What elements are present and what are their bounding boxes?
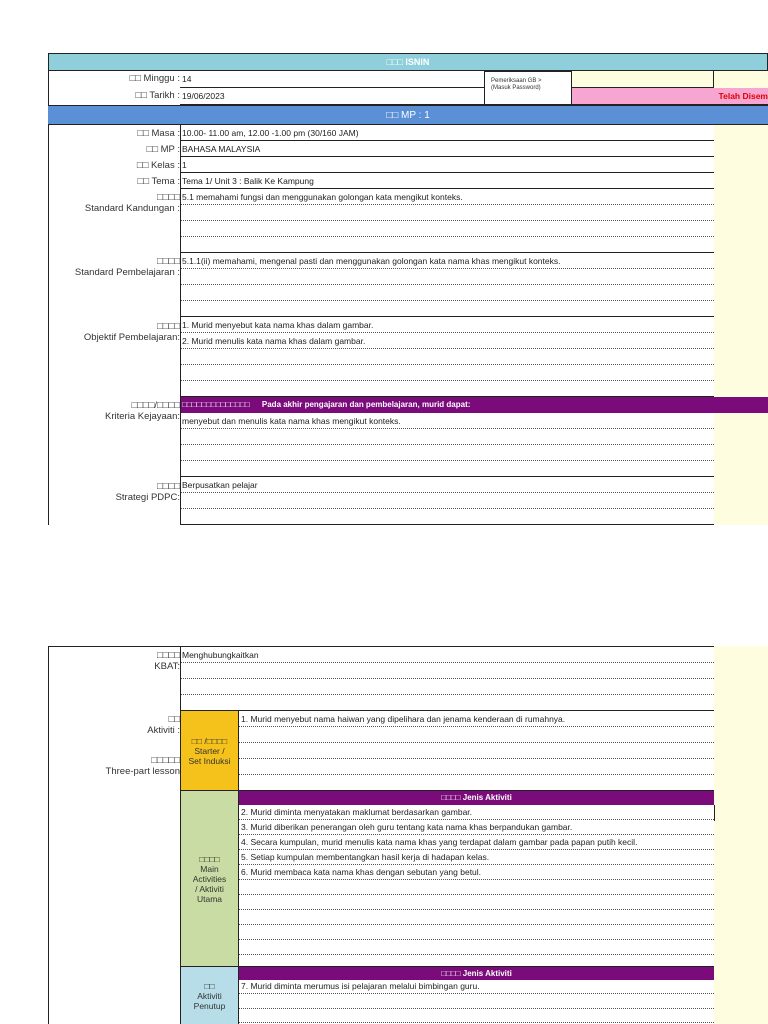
- jenis-aktiviti-text-2: □□□□ Jenis Aktiviti: [441, 969, 512, 978]
- kk-banner-text: Pada akhir pengajaran dan pembelajaran, murid dapat:: [261, 400, 471, 409]
- tarikh-value[interactable]: 19/06/2023: [180, 88, 484, 105]
- starter-line[interactable]: [239, 759, 714, 775]
- main-line[interactable]: [239, 940, 714, 955]
- masa-label: □□ Masa :: [137, 128, 180, 139]
- kbat-line[interactable]: [180, 679, 714, 695]
- op-line-2[interactable]: 2. Murid menulis kata nama khas dalam gambar.: [180, 333, 714, 349]
- sp-label-cn: □□□□: [157, 256, 180, 267]
- op-label-cn: □□□□: [157, 321, 180, 332]
- sp-line[interactable]: [180, 269, 714, 285]
- kk-line[interactable]: [180, 429, 714, 445]
- main-line[interactable]: [239, 925, 714, 940]
- penutup-line[interactable]: [239, 994, 714, 1009]
- starter-line[interactable]: [239, 727, 714, 743]
- tpl-label-cn: □□□□□: [151, 755, 180, 766]
- kelas-label: □□ Kelas :: [136, 160, 180, 171]
- penutup-label: [181, 967, 239, 1024]
- main-line-3[interactable]: 3. Murid diberikan penerangan oleh guru tentang kata nama khas berpandukan gambar.: [239, 820, 714, 835]
- kk-label-cn: □□□□/□□□□: [131, 400, 180, 411]
- jenis-aktiviti-text: □□□□ Jenis Aktiviti: [441, 793, 512, 802]
- sp-line[interactable]: [180, 301, 714, 317]
- kbat-label-text: KBAT:: [154, 661, 180, 672]
- st-label-cn: □□□□: [157, 481, 180, 492]
- main-line[interactable]: [239, 895, 714, 910]
- penutup-line-7[interactable]: 7. Murid diminta merumus isi pelajaran melalui bimbingan guru.: [239, 980, 714, 994]
- starter-label-cn: □□ /□□□□: [191, 735, 228, 746]
- st-line[interactable]: [180, 493, 714, 509]
- mp-value[interactable]: BAHASA MALAYSIA: [180, 141, 714, 157]
- sk-value[interactable]: 5.1 memahami fungsi dan menggunakan golongan kata mengikut konteks.: [180, 189, 714, 205]
- kbat-line[interactable]: [180, 695, 714, 711]
- kk-label: [48, 400, 180, 422]
- frame-left-border: [48, 646, 49, 1024]
- day-header-text: □□□ ISNIN: [386, 57, 430, 67]
- status-text: Telah Disem: [718, 91, 768, 101]
- kbat-label-cn: □□□□: [157, 650, 180, 661]
- main-label-1: Main: [200, 863, 219, 874]
- sp-value[interactable]: 5.1.1(ii) memahami, mengenal pasti dan menggunakan golongan kata nama khas mengikut konteks.: [180, 253, 714, 269]
- main-line[interactable]: [239, 955, 714, 967]
- sk-line[interactable]: [180, 205, 714, 221]
- main-line[interactable]: [239, 910, 714, 925]
- main-label-3: / Aktiviti: [195, 883, 224, 894]
- pemeriksaan-label: Pemeriksaan GB >: [491, 78, 542, 84]
- kbat-value[interactable]: Menghubungkaitkan: [180, 647, 714, 663]
- password-input[interactable]: [572, 71, 714, 88]
- main-label-2: Activities: [192, 873, 227, 884]
- tarikh-label: □□ Tarikh :: [135, 90, 180, 101]
- tema-label: □□ Tema :: [137, 176, 180, 187]
- sk-label-cn: □□□□: [157, 192, 180, 203]
- starter-line-1[interactable]: 1. Murid menyebut nama haiwan yang dipelihara dan jenama kenderaan di rumahnya.: [239, 711, 714, 727]
- op-line-1[interactable]: 1. Murid menyebut kata nama khas dalam gambar.: [180, 317, 714, 333]
- sk-label-text: Standard Kandungan :: [84, 203, 180, 214]
- page-1: [48, 53, 768, 525]
- kk-value[interactable]: menyebut dan menulis kata nama khas mengikut konteks.: [180, 413, 714, 429]
- main-line-6[interactable]: 6. Murid membaca kata nama khas dengan sebutan yang betul.: [239, 865, 714, 880]
- sp-label: [48, 256, 180, 278]
- jenis-aktiviti-header: [239, 791, 714, 805]
- day-header: [48, 53, 768, 71]
- right-yellow-pad: [714, 646, 768, 1024]
- value-column-divider: [180, 125, 181, 525]
- kelas-value[interactable]: 1: [180, 157, 714, 173]
- sk-line[interactable]: [180, 237, 714, 253]
- op-label: [48, 321, 180, 343]
- op-line[interactable]: [180, 365, 714, 381]
- jenis-aktiviti-header-2: [239, 967, 714, 980]
- st-label-text: Strategi PDPC:: [115, 492, 180, 503]
- sk-label: [48, 192, 180, 214]
- status-cell: [572, 88, 768, 105]
- pemeriksaan-box: [484, 71, 572, 105]
- st-value[interactable]: Berpusatkan pelajar: [180, 477, 714, 493]
- pemeriksaan-sub: (Masuk Password): [491, 85, 541, 91]
- penutup-label-2: Penutup: [193, 1000, 226, 1011]
- tema-value[interactable]: Tema 1/ Unit 3 : Balik Ke Kampung: [180, 173, 714, 189]
- penutup-label-1: Aktiviti: [197, 990, 222, 1001]
- mp-label: □□ MP :: [146, 144, 180, 155]
- mp-header: [48, 105, 768, 125]
- main-line-5[interactable]: 5. Setiap kumpulan membentangkan hasil kerja di hadapan kelas.: [239, 850, 714, 865]
- jenis-aktiviti-dropdown-edge[interactable]: [714, 805, 715, 821]
- main-activities-label: [181, 791, 239, 967]
- kk-banner: [180, 397, 768, 413]
- op-label-text: Objektif Pembelajaran:: [83, 332, 180, 343]
- starter-label-ms: Set Induksi: [188, 755, 231, 766]
- tpl-label: [48, 755, 180, 777]
- st-line[interactable]: [180, 509, 714, 525]
- starter-label: [181, 711, 239, 791]
- sp-line[interactable]: [180, 285, 714, 301]
- main-label-cn: □□□□: [199, 853, 220, 864]
- starter-line[interactable]: [239, 775, 714, 791]
- aktiviti-label-text: Aktiviti :: [147, 725, 180, 736]
- penutup-line[interactable]: [239, 1009, 714, 1023]
- main-line-4[interactable]: 4. Secara kumpulan, murid menulis kata nama khas yang terdapat dalam gambar pada papan putih kecil.: [239, 835, 714, 850]
- kk-banner-cn: □□□□□□□□□□□□□□: [182, 400, 250, 409]
- aktiviti-label-cn: □□: [168, 714, 180, 725]
- starter-line[interactable]: [239, 743, 714, 759]
- masa-value[interactable]: 10.00- 11.00 am, 12.00 -1.00 pm (30/160 JAM): [180, 125, 714, 141]
- sp-label-text: Standard Pembelajaran :: [74, 267, 180, 278]
- st-label: [48, 481, 180, 503]
- minggu-label: □□ Minggu :: [129, 73, 180, 84]
- op-line[interactable]: [180, 349, 714, 365]
- main-label-4: Utama: [196, 893, 223, 904]
- main-line-2[interactable]: 2. Murid diminta menyatakan maklumat berdasarkan gambar.: [239, 805, 714, 820]
- kbat-line[interactable]: [180, 663, 714, 679]
- minggu-value[interactable]: 14: [180, 71, 484, 88]
- page-2: [48, 646, 768, 1024]
- starter-label-en: Starter /: [194, 745, 225, 756]
- aktiviti-label: [48, 714, 180, 736]
- penutup-label-cn: □□: [204, 980, 215, 991]
- kbat-label: [48, 650, 180, 672]
- kk-label-text: Kriteria Kejayaan:: [105, 411, 180, 422]
- sk-line[interactable]: [180, 221, 714, 237]
- op-line[interactable]: [180, 381, 714, 397]
- main-line[interactable]: [239, 880, 714, 895]
- kk-line[interactable]: [180, 461, 714, 477]
- kk-line[interactable]: [180, 445, 714, 461]
- mp-header-text: □□ MP : 1: [386, 110, 430, 121]
- tpl-label-text: Three-part lesson: [105, 766, 180, 777]
